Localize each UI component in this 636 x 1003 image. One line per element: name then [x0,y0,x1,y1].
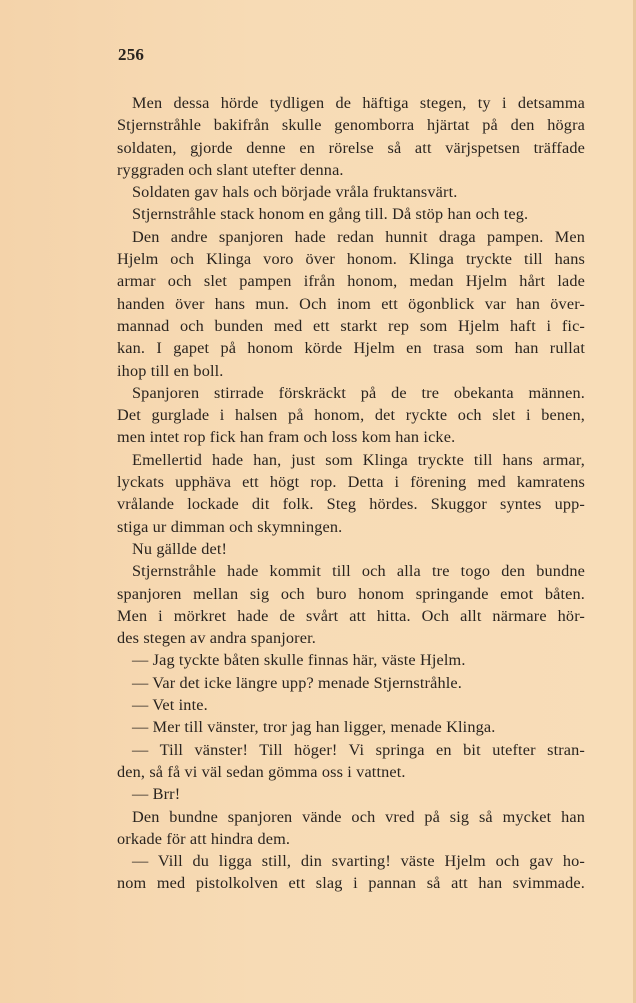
text-line: Den bundne spanjoren vände och vred på sig så mycket han [132,807,585,826]
text-line: ihop till en boll. [117,361,224,380]
text-line: Stjernstråhle hade kommit till och alla tre togo den bundne [132,562,585,581]
text-line: vrålande lockade dit folk. Steg hördes. Skuggor syntes upp- [117,495,585,514]
text-line: Stjernstråhle stack honom en gång till. Då stöp han och teg. [132,205,529,224]
text-line: kan. I gapet på honom körde Hjelm en trasa som han rullat [117,339,585,358]
text-line: Soldaten gav hals och började vråla fruktansvärt. [132,183,458,202]
text-line: Spanjoren stirrade förskräckt på de tre obekanta männen. [132,383,585,402]
text-line: — Var det icke längre upp? menade Stjernstråhle. [132,673,462,692]
text-line: Men i mörkret hade de svårt att hitta. Och allt närmare hör- [117,606,585,625]
text-line: Den andre spanjoren hade redan hunnit draga pampen. Men [132,227,585,246]
text-line: — Brr! [132,785,181,804]
text-line: handen över hans mun. Och inom ett ögonblick var han över- [117,294,585,313]
text-line: mannad och bunden med ett starkt rep som Hjelm haft i fic- [117,316,585,335]
text-line: des stegen av andra spanjorer. [117,629,316,648]
text-line: Emellertid hade han, just som Klinga tryckte till hans armar, [132,450,585,469]
text-line: Stjernstråhle bakifrån skulle genomborra hjärtat på den högra [117,116,585,135]
text-line: — Vill du ligga still, din svarting! väste Hjelm och gav ho- [132,852,585,871]
text-line: — Jag tyckte båten skulle finnas här, väste Hjelm. [132,651,466,670]
text-line: den, så få vi väl sedan gömma oss i vattnet. [117,762,406,781]
text-line: Det gurglade i halsen på honom, det ryckte och slet i benen, [117,406,585,425]
text-line: Nu gällde det! [132,539,228,558]
text-line: — Vet inte. [132,696,208,715]
text-line: Hjelm och Klinga voro över honom. Klinga tryckte till hans [117,250,585,269]
text-line: soldaten, gjorde denne en rörelse så att värjspetsen träffade [117,138,585,157]
text-line: spanjoren mellan sig och buro honom springande emot båten. [117,584,585,603]
page-number: 256 [118,45,145,64]
text-line: armar och slet pampen ifrån honom, medan Hjelm hårt lade [117,272,585,291]
text-line: — Till vänster! Till höger! Vi springa en bit utefter stran- [132,740,585,759]
body-text [117,92,585,895]
text-line: — Mer till vänster, tror jag han ligger, menade Klinga. [132,718,496,737]
text-line: Men dessa hörde tydligen de häftiga stegen, ty i detsamma [132,94,585,112]
text-line: men intet rop fick han fram och loss kom han icke. [117,428,456,447]
text-line: orkade för att hindra dem. [117,829,291,848]
text-line: ryggraden och slant utefter denna. [117,160,344,179]
text-line: nom med pistolkolven ett slag i pannan så att han svimmade. [117,874,585,893]
text-line: stiga ur dimman och skymningen. [117,517,343,536]
text-line: lyckats upphäva ett högt rop. Detta i förening med kamratens [117,473,585,492]
